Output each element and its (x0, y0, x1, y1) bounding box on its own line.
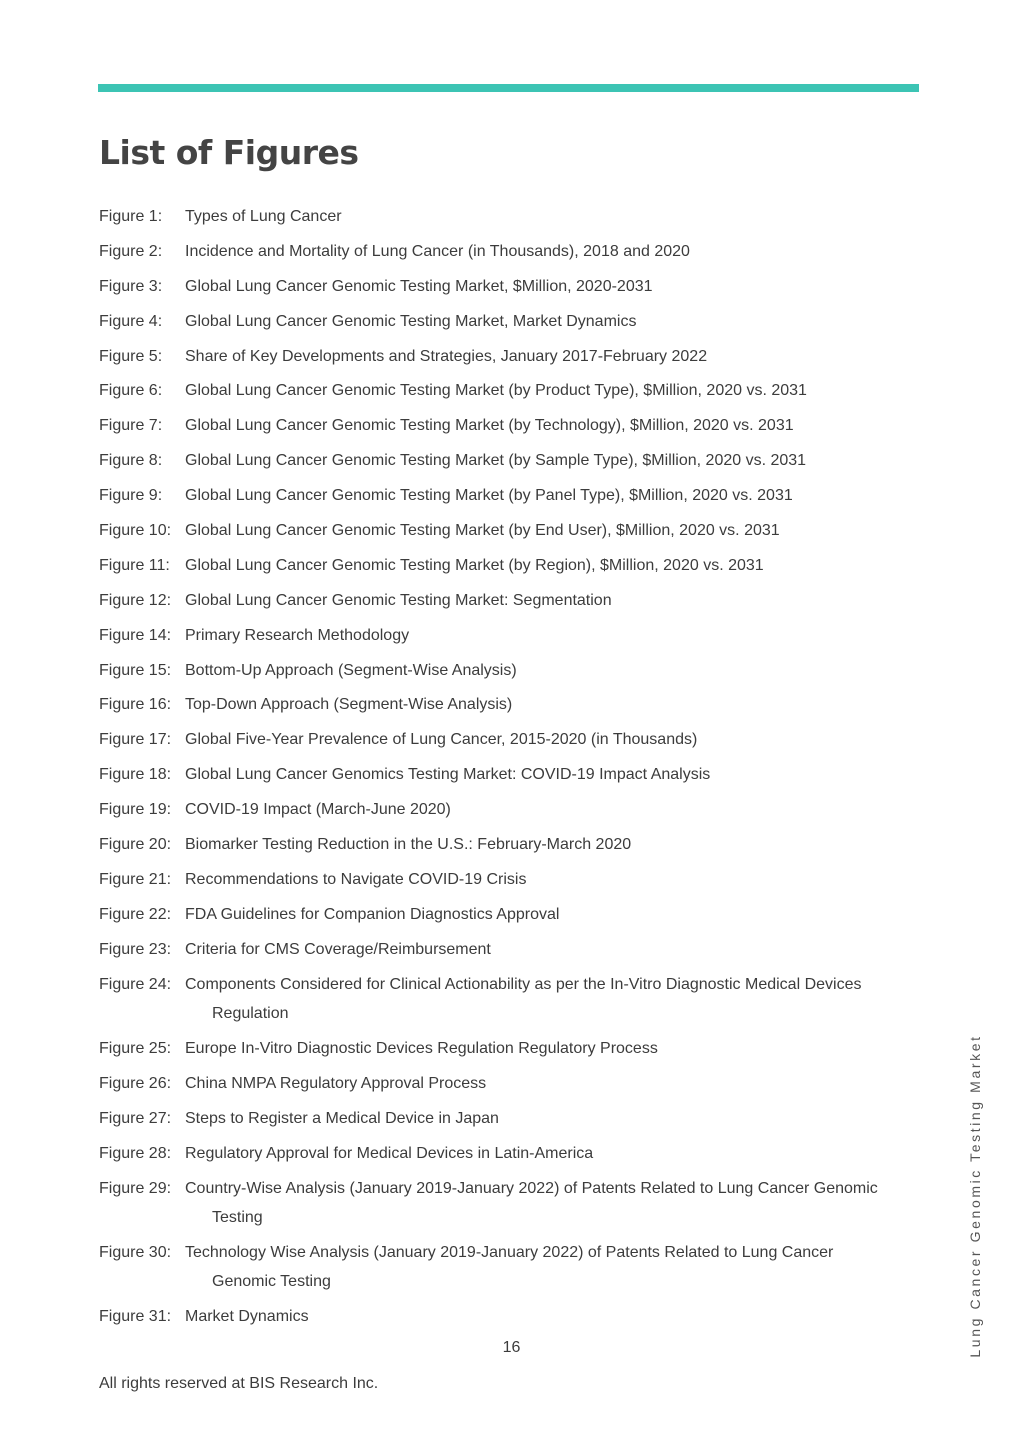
figure-title: Biomarker Testing Reduction in the U.S.: February-March 2020 (185, 836, 632, 854)
figure-list-item (99, 376, 899, 406)
figure-number: Figure 12: (99, 591, 172, 609)
figure-number: Figure 26: (99, 1074, 172, 1092)
figure-title: COVID-19 Impact (March-June 2020) (185, 801, 451, 819)
figure-number: Figure 25: (99, 1039, 172, 1057)
figure-title: Global Lung Cancer Genomic Testing Market, $Million, 2020-2031 (185, 277, 653, 295)
figure-list-item (99, 516, 899, 546)
figure-list-item (99, 900, 899, 930)
figure-number: Figure 9: (99, 487, 163, 505)
figure-title: Country-Wise Analysis (January 2019-January 2022) of Patents Related to Lung Cancer Genomic Testing (185, 1179, 878, 1227)
figure-number: Figure 22: (99, 905, 172, 923)
figure-list-item (99, 1302, 899, 1332)
figure-title: Incidence and Mortality of Lung Cancer (in Thousands), 2018 and 2020 (185, 242, 690, 260)
figure-title: Recommendations to Navigate COVID-19 Crisis (185, 870, 527, 888)
figure-title: Global Lung Cancer Genomic Testing Market (by Product Type), $Million, 2020 vs. 2031 (185, 382, 807, 400)
figure-list-item (99, 272, 899, 302)
figure-list-item (99, 307, 899, 337)
figure-title: Top-Down Approach (Segment-Wise Analysis) (185, 696, 513, 714)
figure-title: China NMPA Regulatory Approval Process (185, 1074, 487, 1092)
figure-list-item (99, 656, 899, 686)
figure-list-item (99, 202, 899, 232)
figure-list (99, 202, 899, 1337)
figure-list-item (99, 795, 899, 825)
figure-title: Types of Lung Cancer (185, 208, 342, 225)
figure-number: Figure 3: (99, 277, 163, 295)
side-report-title: Lung Cancer Genomic Testing Market (967, 1034, 983, 1358)
figure-number: Figure 19: (99, 801, 172, 819)
figure-list-item (99, 830, 899, 860)
figure-list-item (99, 1174, 899, 1233)
figure-list-item (99, 481, 899, 511)
figure-number: Figure 24: (99, 975, 172, 993)
figure-number: Figure 17: (99, 731, 172, 749)
figure-list-item (99, 446, 899, 476)
figure-list-item (99, 342, 899, 372)
figure-title: Global Lung Cancer Genomic Testing Market (by Sample Type), $Million, 2020 vs. 2031 (185, 452, 807, 470)
figure-title: Criteria for CMS Coverage/Reimbursement (185, 940, 491, 958)
figure-list-item (99, 586, 899, 616)
figure-title: Share of Key Developments and Strategies, January 2017-February 2022 (185, 347, 708, 365)
figure-title: Bottom-Up Approach (Segment-Wise Analysis) (185, 661, 517, 679)
figure-list-item (99, 1069, 899, 1099)
figure-title: Global Five-Year Prevalence of Lung Cancer, 2015-2020 (in Thousands) (185, 731, 698, 749)
figure-number: Figure 21: (99, 870, 172, 888)
figure-number: Figure 30: (99, 1243, 172, 1261)
figure-list-item (99, 725, 899, 755)
figure-number: Figure 20: (99, 836, 172, 854)
footer-copyright: All rights reserved at BIS Research Inc. (99, 1375, 379, 1392)
page-title: List of Figures (99, 133, 359, 172)
figure-title: Components Considered for Clinical Actionability as per the In-Vitro Diagnostic Medical Devices Regulation (185, 975, 862, 1023)
figure-number: Figure 15: (99, 661, 172, 679)
figure-title: Global Lung Cancer Genomic Testing Market (by Region), $Million, 2020 vs. 2031 (185, 556, 764, 574)
figure-list-item (99, 935, 899, 965)
figure-list-item (99, 970, 899, 1029)
figure-list-item (99, 1034, 899, 1064)
figure-title: Market Dynamics (185, 1308, 309, 1326)
figure-title: Global Lung Cancer Genomic Testing Market: Segmentation (185, 591, 612, 609)
figure-number: Figure 29: (99, 1179, 172, 1197)
page-number: 16 (502, 1339, 521, 1356)
figure-title: Europe In-Vitro Diagnostic Devices Regulation Regulatory Process (185, 1039, 658, 1057)
figure-list-item (99, 865, 899, 895)
figure-list-item (99, 1104, 899, 1134)
figure-title: Global Lung Cancer Genomic Testing Market (by Panel Type), $Million, 2020 vs. 2031 (185, 487, 793, 505)
figure-number: Figure 4: (99, 312, 163, 330)
figure-number: Figure 31: (99, 1308, 172, 1326)
figure-title: Technology Wise Analysis (January 2019-January 2022) of Patents Related to Lung Cancer Genomic Testing (185, 1243, 834, 1291)
figure-number: Figure 5: (99, 347, 163, 365)
figure-title: Global Lung Cancer Genomic Testing Market (by End User), $Million, 2020 vs. 2031 (185, 522, 780, 540)
figure-number: Figure 8: (99, 452, 163, 470)
figure-number: Figure 7: (99, 417, 163, 435)
figure-number: Figure 11: (99, 556, 170, 574)
figure-number: Figure 27: (99, 1109, 172, 1127)
figure-title: Global Lung Cancer Genomic Testing Market (by Technology), $Million, 2020 vs. 2031 (185, 417, 794, 435)
figure-list-item (99, 621, 899, 651)
figure-list-item (99, 1139, 899, 1169)
figure-number: Figure 23: (99, 940, 172, 958)
header-accent-rule (98, 84, 919, 92)
figure-title: Primary Research Methodology (185, 626, 410, 644)
figure-number: Figure 1: (99, 208, 163, 225)
figure-title: Global Lung Cancer Genomic Testing Market, Market Dynamics (185, 312, 637, 330)
figure-number: Figure 28: (99, 1144, 172, 1162)
figure-number: Figure 6: (99, 382, 163, 400)
figure-list-item (99, 690, 899, 720)
figure-number: Figure 2: (99, 242, 163, 260)
figure-number: Figure 18: (99, 766, 172, 784)
figure-list-item (99, 237, 899, 267)
figure-list-item (99, 1238, 899, 1297)
figure-list-item (99, 411, 899, 441)
figure-title: Steps to Register a Medical Device in Japan (185, 1109, 499, 1127)
figure-list-item (99, 760, 899, 790)
figure-number: Figure 10: (99, 522, 172, 540)
figure-list-item (99, 551, 899, 581)
figure-title: FDA Guidelines for Companion Diagnostics Approval (185, 905, 560, 923)
figure-number: Figure 14: (99, 626, 172, 644)
figure-number: Figure 16: (99, 696, 172, 714)
figure-title: Regulatory Approval for Medical Devices in Latin-America (185, 1144, 594, 1162)
figure-title: Global Lung Cancer Genomics Testing Market: COVID-19 Impact Analysis (185, 766, 711, 784)
